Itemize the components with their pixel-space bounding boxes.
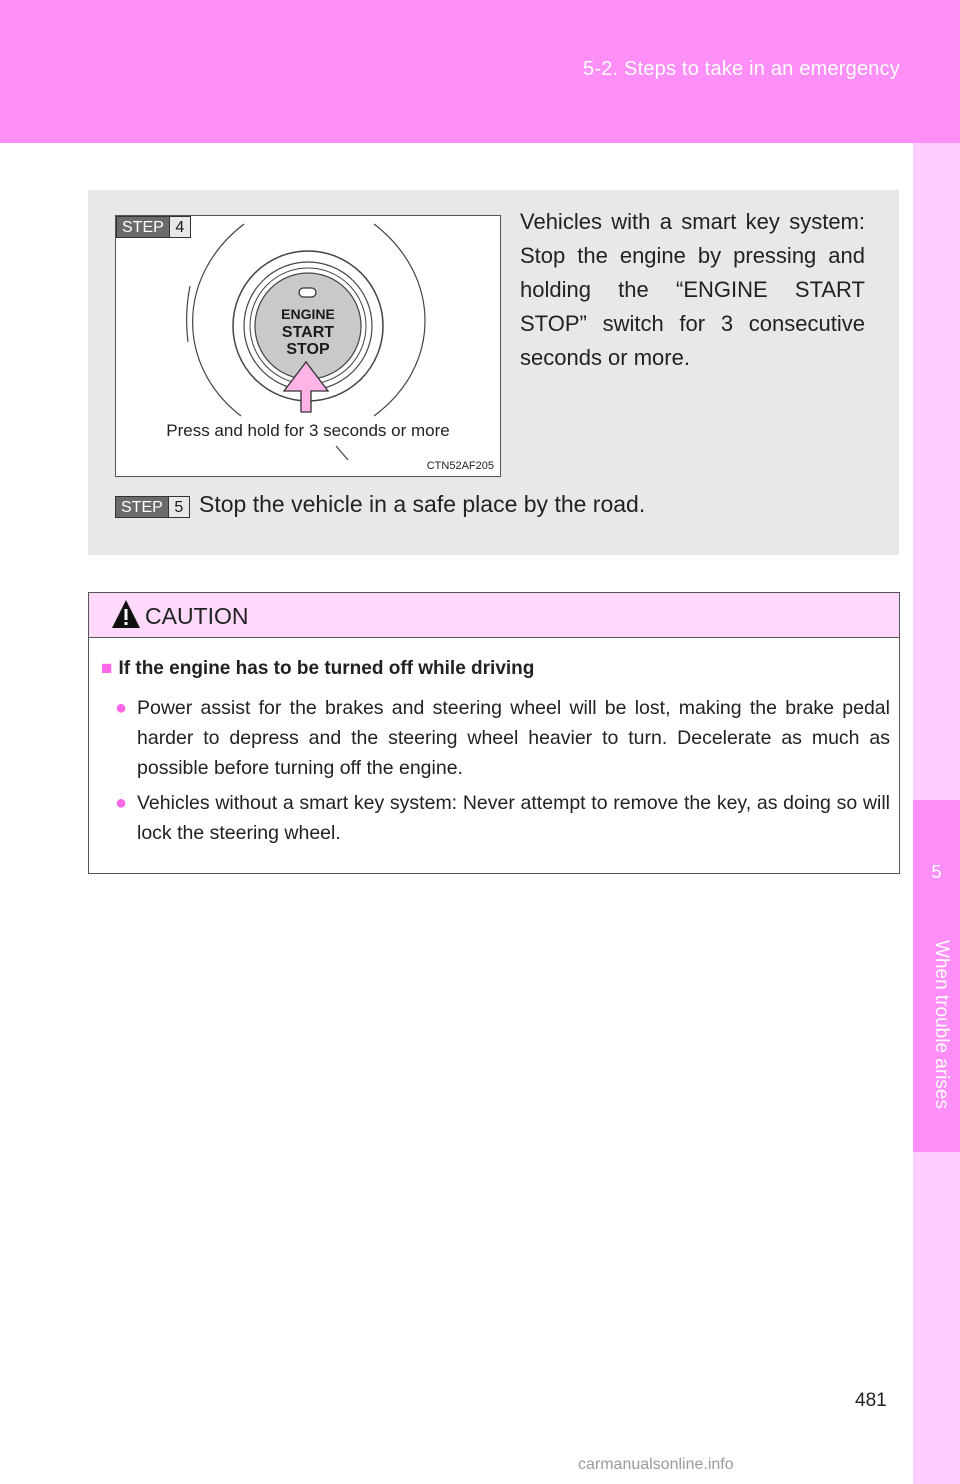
step4-badge-number: 4: [170, 216, 191, 238]
page-number: 481: [855, 1390, 887, 1411]
step4-text: Vehicles with a smart key system: Stop the engine by pressing and holding the “ENGINE START STOP” switch for 3 consecutive seconds or more.: [520, 209, 865, 370]
engine-button-figure: [115, 215, 501, 477]
chapter-number: 5: [931, 862, 942, 882]
square-bullet-icon: ■: [101, 658, 113, 679]
figure-caption: Press and hold for 3 seconds or more: [166, 421, 450, 440]
button-line-1: ENGINE: [281, 306, 335, 322]
round-bullet-icon: ●: [115, 792, 128, 814]
chapter-label-wrap: [918, 940, 954, 1140]
chapter-label: When trouble arises: [931, 940, 952, 1109]
caution-title: CAUTION: [145, 603, 249, 629]
button-line-3: STOP: [286, 341, 330, 358]
step5-badge: [115, 496, 190, 518]
caution-heading: [101, 658, 534, 680]
step4-badge-label: STEP: [116, 216, 170, 238]
watermark: carmanualsonline.info: [578, 1456, 734, 1473]
caution-bullet: [115, 693, 890, 783]
caution-heading-text: If the engine has to be turned off while driving: [118, 658, 535, 679]
caution-bullet-text: Power assist for the brakes and steering wheel will be lost, making the brake pedal harder to depress and the steering wheel heavier to turn. Decelerate as much as possible before turning off the engine.: [137, 697, 890, 779]
section-title: 5-2. Steps to take in an emergency: [583, 58, 900, 80]
caution-header: [89, 593, 899, 638]
step5-text: Stop the vehicle in a safe place by the road.: [199, 491, 646, 517]
caution-bullet: [115, 788, 890, 848]
figure-code: CTN52AF205: [426, 460, 494, 472]
step5-badge-label: STEP: [115, 496, 169, 518]
step5-badge-number: 5: [169, 496, 190, 518]
warning-triangle-icon: [111, 598, 141, 630]
caution-bullet-text: Vehicles without a smart key system: Never attempt to remove the key, as doing so will lock the steering wheel.: [137, 792, 890, 844]
caution-box: [88, 592, 900, 874]
button-line-2: START: [281, 324, 335, 341]
round-bullet-icon: ●: [115, 697, 128, 719]
